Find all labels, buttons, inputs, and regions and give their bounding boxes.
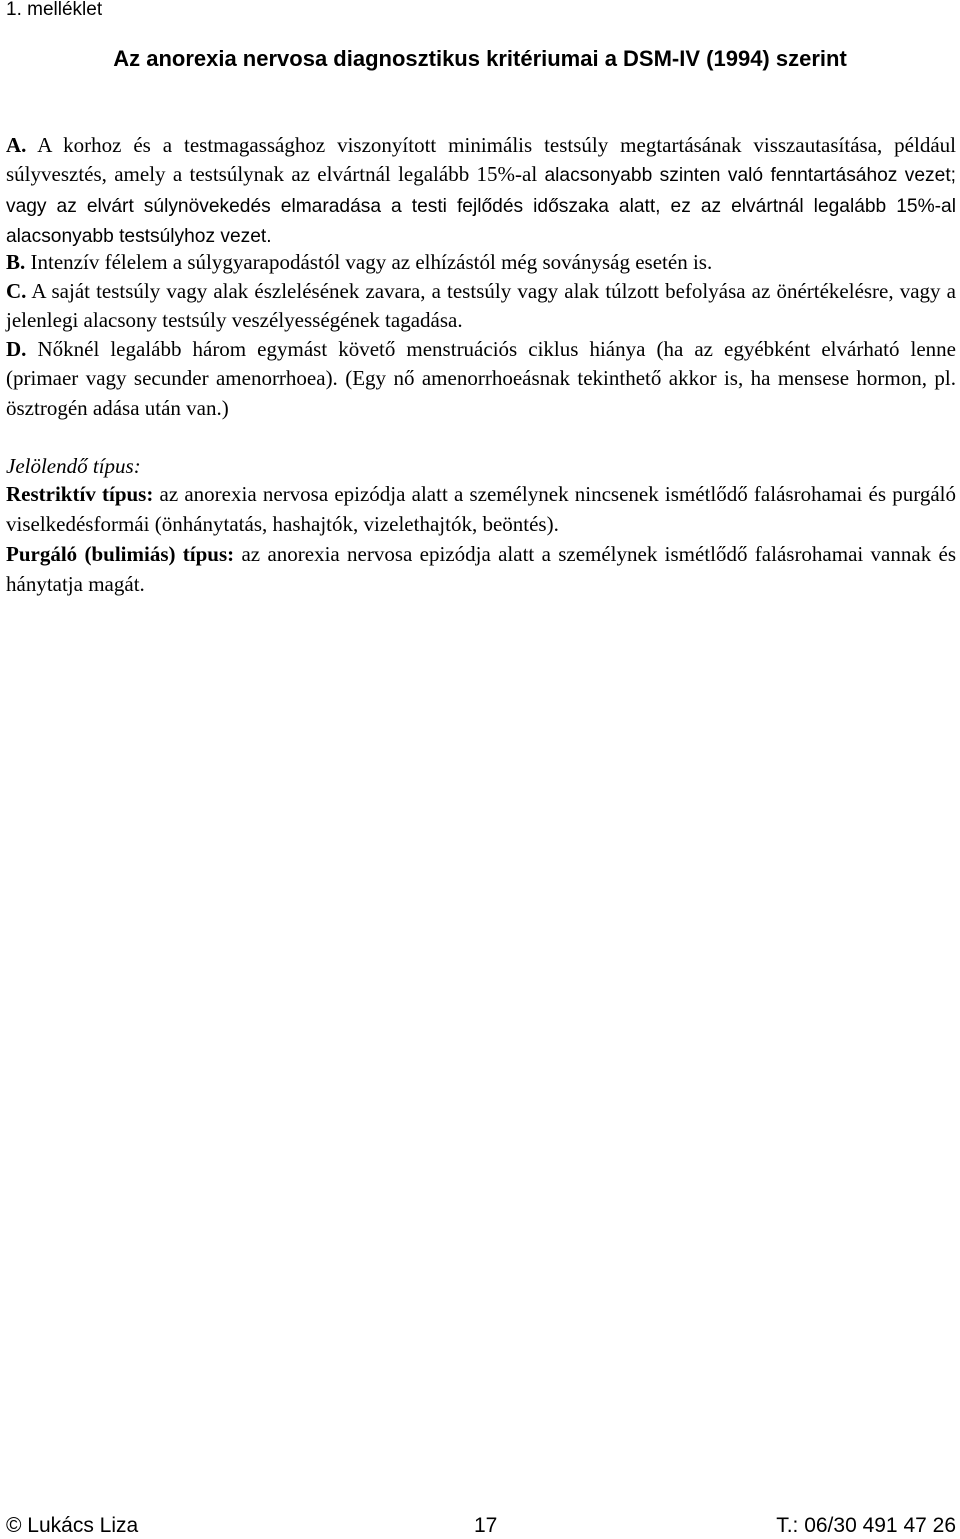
footer-author: © Lukács Liza bbox=[6, 1514, 139, 1537]
type-purging bbox=[6, 539, 956, 599]
criterion-d-letter: D. bbox=[6, 337, 27, 361]
type-restrictive-name: Restriktív típus: bbox=[6, 482, 154, 506]
types-heading: Jelölendő típus: bbox=[6, 454, 141, 478]
page-label: 1. melléklet bbox=[6, 0, 103, 20]
type-purging-name: Purgáló (bulimiás) típus: bbox=[6, 542, 235, 566]
document-title: Az anorexia nervosa diagnosztikus kritériumai a DSM-IV (1994) szerint bbox=[113, 46, 847, 71]
criterion-b bbox=[6, 248, 956, 277]
criterion-c-text: A saját testsúly vagy alak észlelésének zavara, a testsúly vagy alak túlzott befolyása az önértékelésre, vagy a jelenlegi alacsony testsúly veszélyességének tagadása. bbox=[6, 279, 956, 333]
type-restrictive-text: az anorexia nervosa epizódja alatt a személynek nincsenek ismétlődő falásrohamai és purgáló viselkedésformái (önhánytatás, hashajtók, vizelethajtók, beöntés). bbox=[6, 482, 957, 536]
criterion-a-text-serif: A korhoz és a testmagassághoz viszonyított minimális testsúly megtartásának visszautasítása, például súlyvesztés, amely a testsúlynak az elvártnál legalább 15%-al bbox=[6, 133, 956, 187]
page-footer bbox=[6, 1513, 956, 1539]
type-purging-text: az anorexia nervosa epizódja alatt a személynek ismétlődő falásrohamai vannak és hánytatja magát. bbox=[6, 542, 957, 596]
footer-page-number: 17 bbox=[474, 1514, 498, 1537]
criterion-a-text-sans: alacsonyabb szinten való fenntartásához vezet; vagy az elvárt súlynövekedés elmaradása a testi fejlődés időszaka alatt, ez az elvártnál legalább 15%-al alacsonyabb testsúlyhoz vezet. bbox=[6, 165, 956, 247]
criterion-a bbox=[6, 131, 956, 251]
criterion-c-letter: C. bbox=[6, 279, 27, 303]
type-restrictive bbox=[6, 479, 956, 539]
footer-phone: T.: 06/30 491 47 26 bbox=[776, 1514, 956, 1537]
criterion-c bbox=[6, 277, 956, 336]
criterion-b-text: Intenzív félelem a súlygyarapodástól vagy az elhízástól még soványság esetén is. bbox=[25, 250, 713, 274]
criterion-a-letter: A. bbox=[6, 133, 27, 157]
criterion-d-text: Nőknél legalább három egymást követő menstruációs ciklus hiánya (ha az egyébként elvárható lenne (primaer vagy secunder amenorrhoea). (Egy nő amenorrhoeásnak tekinthető akkor is, ha mensese hormon, pl. ösztrogén adása után van.) bbox=[6, 337, 956, 420]
criterion-b-letter: B. bbox=[6, 250, 26, 274]
criterion-d bbox=[6, 335, 956, 423]
types-section bbox=[6, 479, 956, 599]
